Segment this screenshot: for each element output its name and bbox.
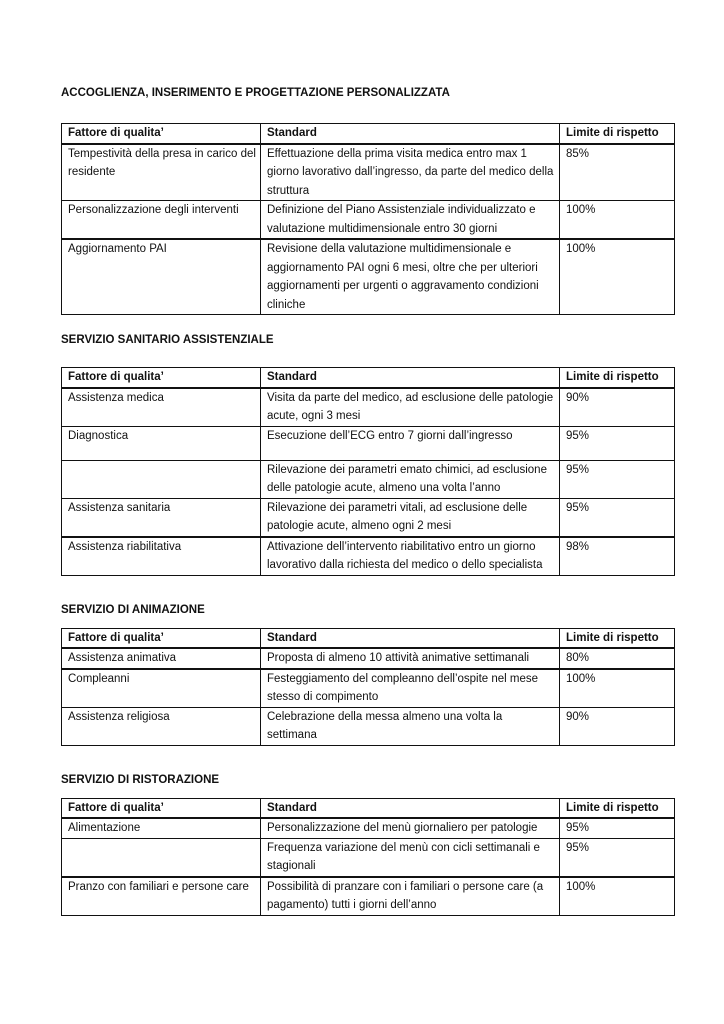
cell-factor: Tempestività della presa in carico del residente: [62, 144, 261, 201]
header-limit: Limite di rispetto: [560, 798, 675, 818]
table-row: [62, 838, 675, 877]
cell-factor: Diagnostica: [62, 426, 261, 460]
header-factor: Fattore di qualita’: [62, 798, 261, 818]
section-title-accoglienza: ACCOGLIENZA, INSERIMENTO E PROGETTAZIONE PERSONALIZZATA: [61, 87, 450, 99]
cell-standard: Effettuazione della prima visita medica entro max 1 giorno lavorativo dall’ingresso, da parte del medico della struttura: [261, 144, 560, 201]
cell-limit: 95%: [560, 426, 675, 460]
table-row: [62, 498, 675, 537]
cell-limit: 100%: [560, 877, 675, 916]
header-standard: Standard: [261, 124, 560, 144]
header-standard: Standard: [261, 628, 560, 648]
cell-standard: Festeggiamento del compleanno dell’ospite nel mese stesso di compimento: [261, 669, 560, 708]
table-row: [62, 239, 675, 315]
cell-standard: Celebrazione della messa almeno una volta la settimana: [261, 707, 560, 745]
table-row: [62, 144, 675, 201]
table-row: [62, 201, 675, 240]
cell-limit: 90%: [560, 388, 675, 427]
section-title-sanitario: SERVIZIO SANITARIO ASSISTENZIALE: [61, 334, 274, 346]
cell-limit: 80%: [560, 648, 675, 669]
cell-standard: Rilevazione dei parametri emato chimici, ad esclusione delle patologie acute, almeno una volta l’anno: [261, 460, 560, 498]
cell-factor: Pranzo con familiari e persone care: [62, 877, 261, 916]
cell-limit: 100%: [560, 239, 675, 315]
table-row: [62, 388, 675, 427]
header-standard: Standard: [261, 798, 560, 818]
cell-standard: Personalizzazione del menù giornaliero per patologie: [261, 818, 560, 838]
table-header-row: [62, 798, 675, 818]
table-row: [62, 877, 675, 916]
cell-limit: 85%: [560, 144, 675, 201]
header-limit: Limite di rispetto: [560, 368, 675, 388]
table-header-row: [62, 124, 675, 144]
cell-factor: Alimentazione: [62, 818, 261, 838]
cell-factor: Assistenza riabilitativa: [62, 537, 261, 576]
cell-standard: Revisione della valutazione multidimensionale e aggiornamento PAI ogni 6 mesi, oltre che per ulteriori aggiornamenti per urgenti o aggravamento condizioni cliniche: [261, 239, 560, 315]
table-sanitario: [61, 367, 675, 576]
table-row: [62, 669, 675, 708]
cell-factor: Personalizzazione degli interventi: [62, 201, 261, 240]
cell-standard: Frequenza variazione del menù con cicli settimanali e stagionali: [261, 838, 560, 877]
table-header-row: [62, 368, 675, 388]
cell-limit: 100%: [560, 201, 675, 240]
table-header-row: [62, 628, 675, 648]
cell-factor: Compleanni: [62, 669, 261, 708]
table-animazione: [61, 628, 675, 746]
table-ristorazione: [61, 798, 675, 916]
header-factor: Fattore di qualita’: [62, 628, 261, 648]
cell-standard: Esecuzione dell’ECG entro 7 giorni dall’ingresso: [261, 426, 560, 460]
table-row: [62, 537, 675, 576]
cell-factor: Assistenza medica: [62, 388, 261, 427]
cell-limit: 95%: [560, 838, 675, 877]
cell-standard: Visita da parte del medico, ad esclusione delle patologie acute, ogni 3 mesi: [261, 388, 560, 427]
header-limit: Limite di rispetto: [560, 124, 675, 144]
cell-limit: 95%: [560, 818, 675, 838]
table-row: [62, 460, 675, 498]
section-title-animazione: SERVIZIO DI ANIMAZIONE: [61, 603, 205, 616]
cell-factor: Assistenza religiosa: [62, 707, 261, 745]
cell-standard: Attivazione dell’intervento riabilitativo entro un giorno lavorativo dalla richiesta del medico o dello specialista: [261, 537, 560, 576]
cell-factor: Assistenza sanitaria: [62, 498, 261, 537]
cell-factor: [62, 460, 261, 498]
header-factor: Fattore di qualita’: [62, 368, 261, 388]
document-page: [61, 80, 674, 916]
cell-limit: 95%: [560, 460, 675, 498]
section-title-ristorazione: SERVIZIO DI RISTORAZIONE: [61, 773, 220, 786]
header-standard: Standard: [261, 368, 560, 388]
cell-factor: [62, 838, 261, 877]
cell-factor: Assistenza animativa: [62, 648, 261, 669]
cell-standard: Definizione del Piano Assistenziale individualizzato e valutazione multidimensionale entro 30 giorni: [261, 201, 560, 240]
cell-limit: 100%: [560, 669, 675, 708]
table-row: [62, 426, 675, 460]
cell-standard: Possibilità di pranzare con i familiari o persone care (a pagamento) tutti i giorni dell’anno: [261, 877, 560, 916]
cell-standard: Proposta di almeno 10 attività animative settimanali: [261, 648, 560, 669]
header-limit: Limite di rispetto: [560, 628, 675, 648]
cell-limit: 90%: [560, 707, 675, 745]
cell-limit: 95%: [560, 498, 675, 537]
table-row: [62, 707, 675, 745]
cell-limit: 98%: [560, 537, 675, 576]
cell-factor: Aggiornamento PAI: [62, 239, 261, 315]
cell-standard: Rilevazione dei parametri vitali, ad esclusione delle patologie acute, almeno ogni 2 mesi: [261, 498, 560, 537]
table-row: [62, 818, 675, 838]
table-accoglienza: [61, 123, 675, 315]
table-row: [62, 648, 675, 669]
header-factor: Fattore di qualita’: [62, 124, 261, 144]
